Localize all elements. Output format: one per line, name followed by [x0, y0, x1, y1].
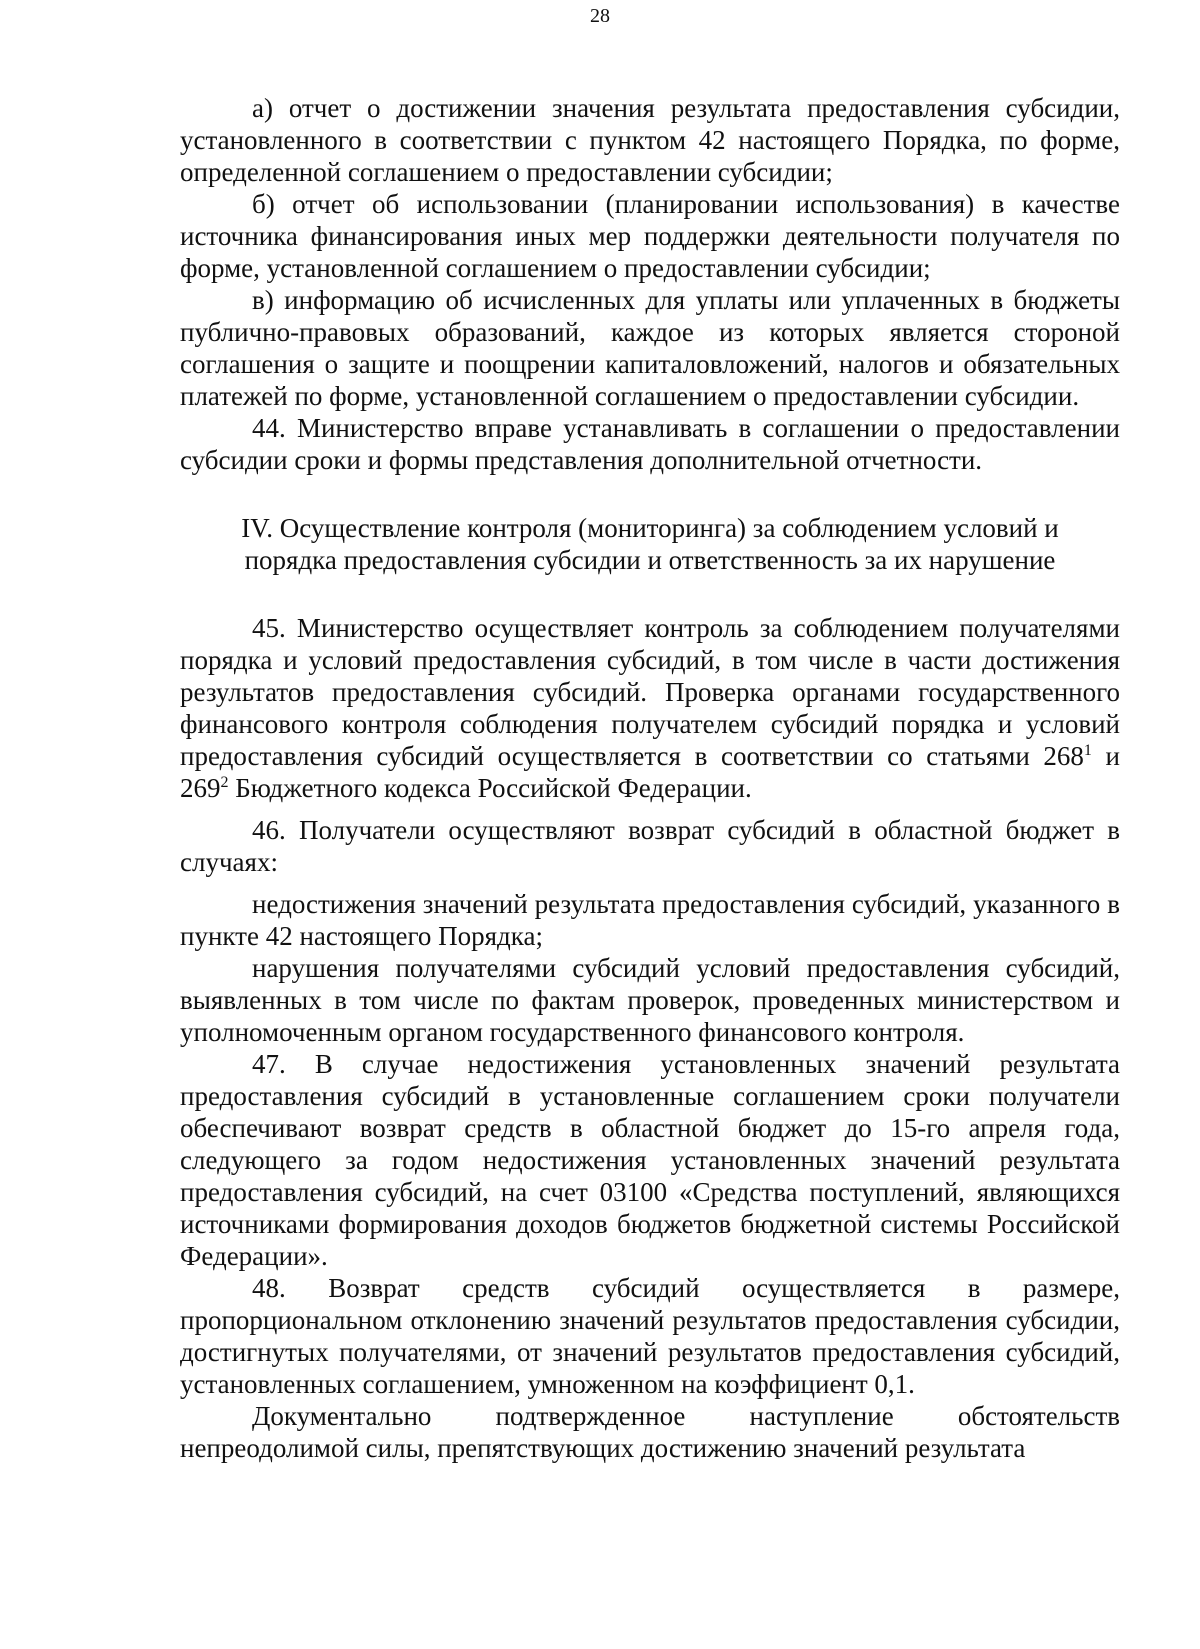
- paragraph-48-continued: Документально подтвержденное наступление обстоятельств непреодолимой силы, препятствующих достижению значений результата: [180, 1401, 1120, 1463]
- paragraph-46: 46. Получатели осуществляют возврат субсидий в областной бюджет в случаях:: [180, 815, 1120, 877]
- paragraph-44: 44. Министерство вправе устанавливать в соглашении о предоставлении субсидии сроки и формы представления дополнительной отчетности.: [180, 413, 1120, 475]
- section-heading-line-2: порядка предоставления субсидии и ответственность за их нарушение: [244, 545, 1056, 575]
- paragraph-46-case-1: недостижения значений результата предоставления субсидий, указанного в пункте 42 настоящего Порядка;: [180, 889, 1120, 951]
- paragraph-43b: б) отчет об использовании (планировании использования) в качестве источника финансирования иных мер поддержки деятельности получателя по форме, установленной соглашением о предоставлении субсидии;: [180, 189, 1120, 283]
- paragraph-46-case-2: нарушения получателями субсидий условий предоставления субсидий, выявленных в том числе по фактам проверок, проведенных министерством и уполномоченным органом государственного финансового контроля.: [180, 953, 1120, 1047]
- document-body: [180, 92, 1120, 1464]
- paragraph-47: 47. В случае недостижения установленных значений результата предоставления субсидий в установленные соглашением сроки получатели обеспечивают возврат средств в областной бюджет до 15-го апреля года, следующего за годом недостижения установленных значений результата предоставления субсидий, на счет 03100 «Средства поступлений, являющихся источниками формирования доходов бюджетов бюджетной системы Российской Федерации».: [180, 1049, 1120, 1271]
- section-heading-line-1: IV. Осуществление контроля (мониторинга) за соблюдением условий и: [241, 513, 1059, 543]
- superscript-1: 1: [1083, 742, 1092, 759]
- paragraph-45-text-2: и 269: [180, 741, 1120, 803]
- paragraph-45-text-1: 45. Министерство осуществляет контроль за соблюдением получателями порядка и условий предоставления субсидий, в том числе в части достижения результатов предоставления субсидий. Проверка органами государственного финансового контроля соблюдения получателем субсидий порядка и условий предоставления субсидий осуществляется в соответствии со статьями 268: [180, 613, 1120, 771]
- paragraph-48: 48. Возврат средств субсидий осуществляется в размере, пропорциональном отклонению значений результатов предоставления субсидии, достигнутых получателями, от значений результатов предоставления субсидий, установленных соглашением, умноженном на коэффициент 0,1.: [180, 1273, 1120, 1399]
- paragraph-43c: в) информацию об исчисленных для уплаты или уплаченных в бюджеты публично-правовых образований, каждое из которых является стороной соглашения о защите и поощрении капиталовложений, налогов и обязательных платежей по форме, установленной соглашением о предоставлении субсидии.: [180, 285, 1120, 411]
- page-number: 28: [590, 5, 610, 27]
- paragraph-45: [180, 612, 1120, 804]
- paragraph-45-text-3: Бюджетного кодекса Российской Федерации.: [228, 773, 752, 803]
- paragraph-43a: а) отчет о достижении значения результата предоставления субсидии, установленного в соответствии с пунктом 42 настоящего Порядка, по форме, определенной соглашением о предоставлении субсидии;: [180, 93, 1120, 187]
- superscript-2: 2: [220, 774, 229, 791]
- section-heading: [180, 512, 1120, 576]
